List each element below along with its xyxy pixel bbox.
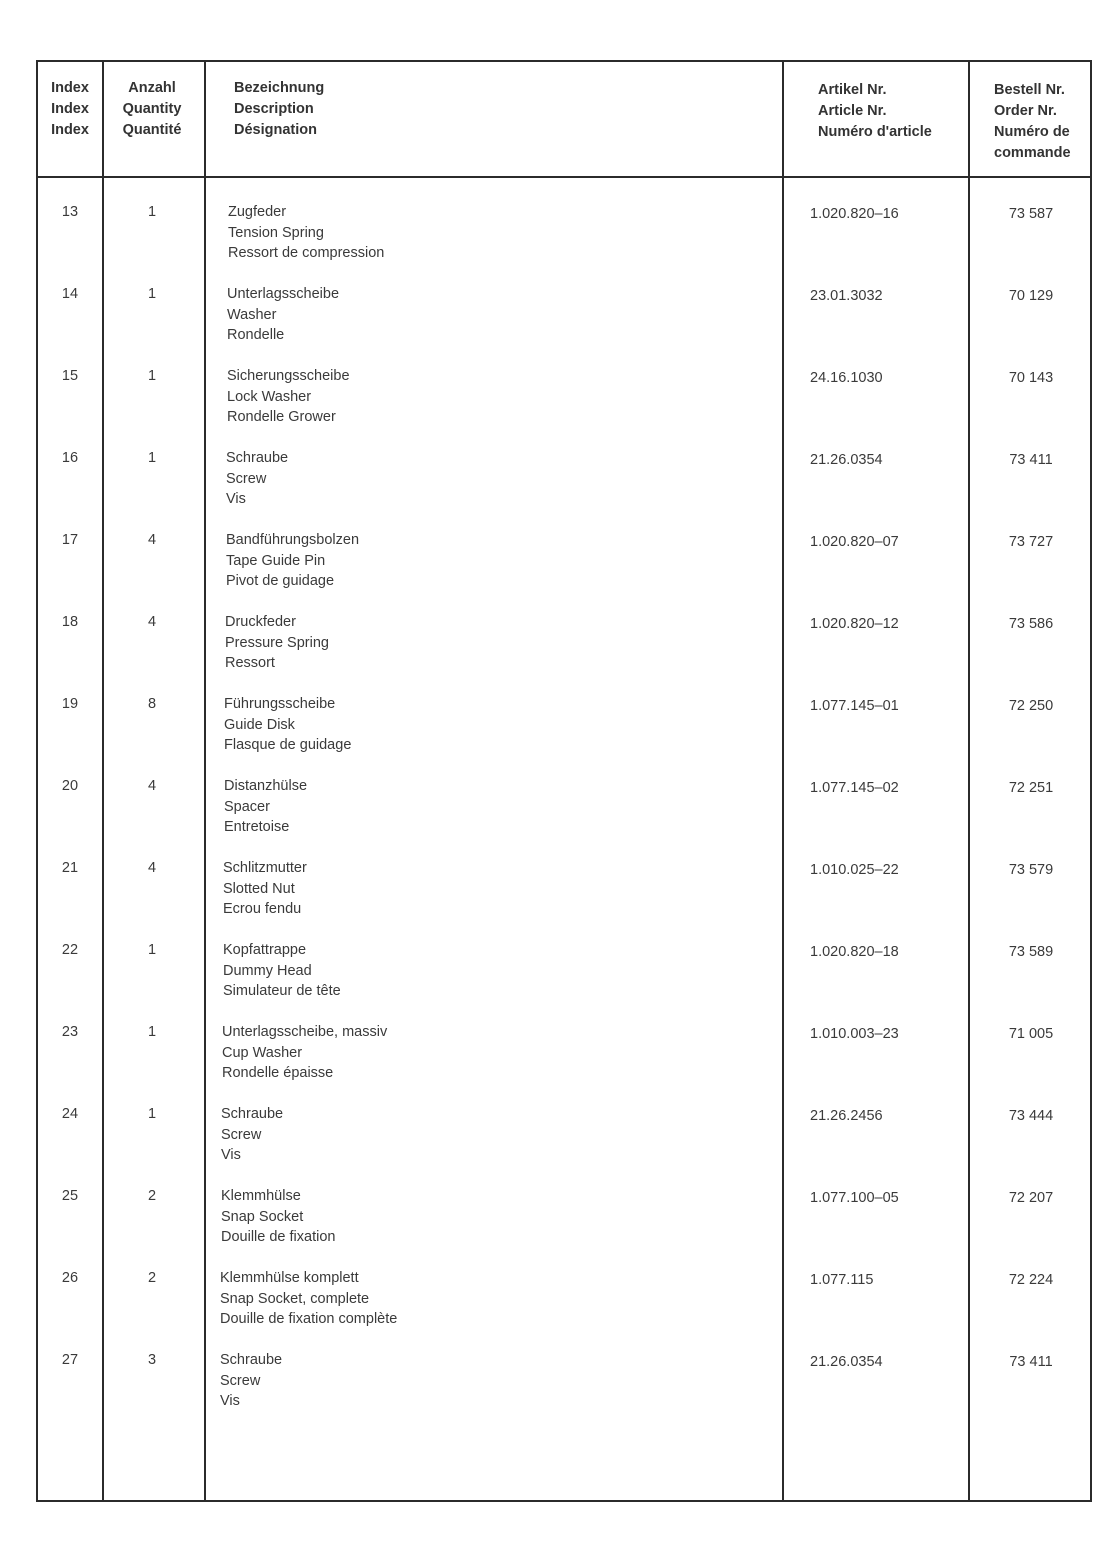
row-quantity: 4 <box>147 614 157 630</box>
parts-list-table <box>36 60 1092 1502</box>
description-fr: Ressort <box>225 655 275 671</box>
description-en: Lock Washer <box>227 388 312 405</box>
table-row <box>38 1186 1090 1268</box>
row-article-number: 23.01.3032 <box>810 288 883 304</box>
row-description <box>221 1186 335 1248</box>
row-article-number: 21.26.2456 <box>810 1108 883 1124</box>
description-en: Screw <box>221 1126 262 1143</box>
row-quantity: 4 <box>147 778 157 794</box>
row-article-number: 1.077.100–05 <box>810 1190 899 1206</box>
row-article-number: 1.077.145–01 <box>810 698 899 714</box>
description-en: Cup Washer <box>222 1044 303 1061</box>
row-article-number: 1.020.820–18 <box>810 944 899 960</box>
row-order-number: 70 143 <box>1008 370 1054 386</box>
row-quantity: 1 <box>147 286 157 302</box>
description-fr: Vis <box>226 491 246 507</box>
description-en: Pressure Spring <box>225 634 329 651</box>
table-row <box>38 1268 1090 1350</box>
header-quantity: Anzahl Quantity Quantité <box>122 80 182 138</box>
table-row <box>38 612 1090 694</box>
table-row <box>38 858 1090 940</box>
row-description <box>228 202 384 264</box>
row-index: 27 <box>61 1352 79 1368</box>
row-index: 16 <box>61 450 79 466</box>
header-index: Index Index Index <box>51 80 89 138</box>
row-index: 22 <box>61 942 79 958</box>
description-fr: Rondelle <box>227 327 285 343</box>
description-fr: Simulateur de tête <box>223 983 341 999</box>
row-quantity: 4 <box>147 860 157 876</box>
header-order-number: Bestell Nr. Order Nr. Numéro de commande <box>994 82 1071 161</box>
description-fr: Ecrou fendu <box>223 901 302 917</box>
description-de: Sicherungsscheibe <box>227 368 350 384</box>
row-description <box>221 1104 283 1166</box>
table-row <box>38 694 1090 776</box>
description-en: Slotted Nut <box>223 880 295 897</box>
description-de: Schraube <box>226 450 289 466</box>
description-fr: Entretoise <box>224 819 290 835</box>
row-description <box>220 1268 397 1330</box>
row-index: 24 <box>61 1106 79 1122</box>
description-fr: Rondelle Grower <box>227 409 336 425</box>
description-de: Zugfeder <box>228 204 287 220</box>
row-index: 14 <box>61 286 79 302</box>
description-de: Bandführungsbolzen <box>226 532 360 548</box>
description-en: Snap Socket <box>221 1208 304 1225</box>
row-index: 26 <box>61 1270 79 1286</box>
row-description <box>227 284 339 346</box>
table-row <box>38 448 1090 530</box>
header-description: Bezeichnung Description Désignation <box>234 80 325 138</box>
row-order-number: 73 586 <box>1008 616 1054 632</box>
description-en: Tape Guide Pin <box>226 552 326 569</box>
row-description <box>220 1350 282 1412</box>
description-de: Kopfattrappe <box>223 942 307 958</box>
row-order-number: 72 250 <box>1008 698 1054 714</box>
table-row <box>38 776 1090 858</box>
row-order-number: 73 727 <box>1008 534 1054 550</box>
description-de: Führungsscheibe <box>224 696 336 712</box>
row-article-number: 1.020.820–07 <box>810 534 899 550</box>
row-article-number: 21.26.0354 <box>810 452 883 468</box>
row-order-number: 73 579 <box>1008 862 1054 878</box>
table-row <box>38 940 1090 1022</box>
table-row <box>38 284 1090 366</box>
row-order-number: 73 587 <box>1008 206 1054 222</box>
table-row <box>38 1022 1090 1104</box>
description-de: Unterlagsscheibe, massiv <box>222 1024 388 1040</box>
row-article-number: 1.020.820–12 <box>810 616 899 632</box>
row-quantity: 4 <box>147 532 157 548</box>
description-fr: Pivot de guidage <box>226 573 335 589</box>
row-description <box>224 694 351 756</box>
row-index: 13 <box>61 204 79 220</box>
description-en: Guide Disk <box>224 716 295 733</box>
description-en: Spacer <box>224 798 270 815</box>
description-fr: Ressort de compression <box>228 245 385 261</box>
description-de: Klemmhülse komplett <box>220 1270 359 1286</box>
row-order-number: 72 207 <box>1008 1190 1054 1206</box>
description-fr: Douille de fixation <box>221 1229 336 1245</box>
row-quantity: 3 <box>147 1352 157 1368</box>
description-fr: Rondelle épaisse <box>222 1065 334 1081</box>
row-order-number: 72 251 <box>1008 780 1054 796</box>
row-article-number: 1.077.145–02 <box>810 780 899 796</box>
header-divider <box>38 176 1090 178</box>
description-en: Washer <box>227 306 277 323</box>
description-en: Tension Spring <box>228 224 324 241</box>
row-article-number: 1.020.820–16 <box>810 206 899 222</box>
row-index: 20 <box>61 778 79 794</box>
description-en: Snap Socket, complete <box>220 1290 370 1307</box>
row-order-number: 73 411 <box>1009 1354 1053 1370</box>
row-order-number: 71 005 <box>1008 1026 1054 1042</box>
description-de: Distanzhülse <box>224 778 308 794</box>
table-row <box>38 366 1090 448</box>
row-article-number: 1.077.115 <box>810 1272 874 1288</box>
description-de: Schlitzmutter <box>223 860 307 876</box>
row-article-number: 1.010.025–22 <box>810 862 899 878</box>
row-quantity: 1 <box>147 368 157 384</box>
row-description <box>222 1022 387 1084</box>
description-de: Druckfeder <box>225 614 296 630</box>
row-order-number: 73 444 <box>1008 1108 1054 1124</box>
row-index: 18 <box>61 614 79 630</box>
description-fr: Vis <box>221 1147 241 1163</box>
description-en: Screw <box>220 1372 261 1389</box>
row-quantity: 2 <box>147 1270 157 1286</box>
row-description <box>223 858 307 920</box>
row-index: 23 <box>61 1024 79 1040</box>
header-article-number: Artikel Nr. Article Nr. Numéro d'article <box>818 82 932 140</box>
description-fr: Vis <box>220 1393 240 1409</box>
row-description <box>226 530 359 592</box>
description-de: Unterlagsscheibe <box>227 286 340 302</box>
description-fr: Flasque de guidage <box>224 737 352 753</box>
description-en: Dummy Head <box>223 962 312 979</box>
row-quantity: 1 <box>147 204 157 220</box>
row-description <box>226 448 288 510</box>
row-quantity: 1 <box>147 450 157 466</box>
row-article-number: 21.26.0354 <box>810 1354 883 1370</box>
row-article-number: 24.16.1030 <box>810 370 883 386</box>
row-quantity: 1 <box>147 1024 157 1040</box>
row-description <box>224 776 307 838</box>
row-article-number: 1.010.003–23 <box>810 1026 899 1042</box>
row-index: 21 <box>61 860 79 876</box>
row-order-number: 72 224 <box>1008 1272 1054 1288</box>
row-quantity: 1 <box>147 942 157 958</box>
description-de: Schraube <box>221 1106 284 1122</box>
row-description <box>225 612 329 674</box>
row-quantity: 8 <box>147 696 157 712</box>
table-row <box>38 530 1090 612</box>
row-order-number: 73 411 <box>1009 452 1053 468</box>
row-index: 17 <box>61 532 79 548</box>
description-de: Klemmhülse <box>221 1188 301 1204</box>
table-row <box>38 1104 1090 1186</box>
row-index: 15 <box>61 368 79 384</box>
row-order-number: 70 129 <box>1008 288 1054 304</box>
row-index: 25 <box>61 1188 79 1204</box>
row-order-number: 73 589 <box>1008 944 1054 960</box>
description-de: Schraube <box>220 1352 283 1368</box>
row-index: 19 <box>61 696 79 712</box>
row-quantity: 1 <box>147 1106 157 1122</box>
description-en: Screw <box>226 470 267 487</box>
table-row <box>38 1350 1090 1432</box>
row-description <box>227 366 350 428</box>
description-fr: Douille de fixation complète <box>220 1311 398 1327</box>
table-row <box>38 202 1090 284</box>
row-description <box>223 940 341 1002</box>
row-quantity: 2 <box>147 1188 157 1204</box>
